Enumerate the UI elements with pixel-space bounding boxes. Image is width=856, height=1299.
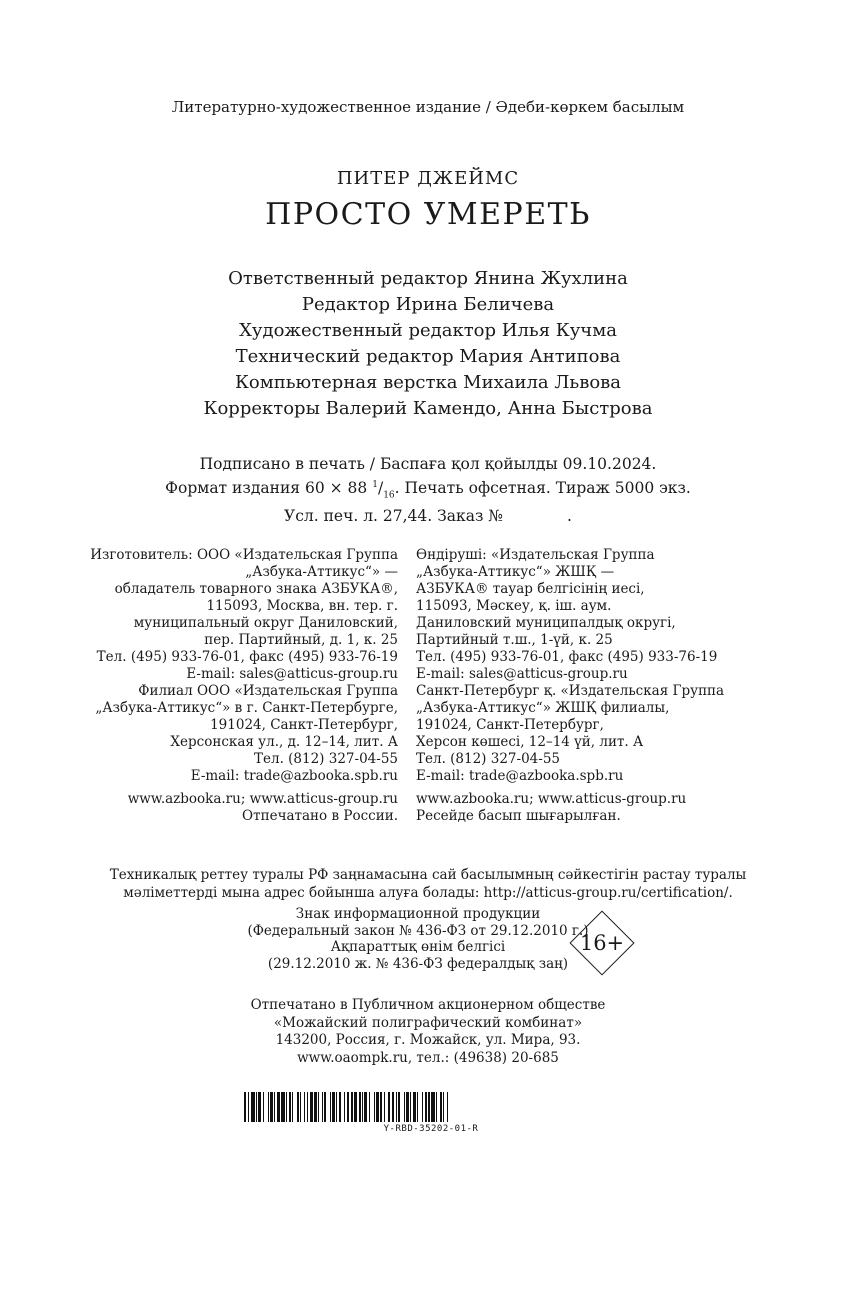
branch-kz-line: Санкт-Петербург қ. «Издательская Группа (416, 683, 725, 699)
printer-line: Отпечатано в Публичном акционерном обществе (250, 997, 606, 1013)
printed-in-ru: Отпечатано в России. (242, 808, 398, 824)
format-before: Формат издания 60 × 88 (165, 479, 373, 498)
manufacturer-kz-line: Партийный т.ш., 1-үй, к. 25 (416, 632, 613, 648)
manufacturer-kz-line: АЗБУКА® тауар белгісінің иесі, (416, 581, 645, 597)
credit-line: Художественный редактор Илья Кучма (239, 320, 617, 341)
publisher-column-kz (416, 547, 724, 825)
author-name: ПИТЕР ДЖЕЙМС (336, 168, 520, 189)
credit-line: Ответственный редактор Янина Жухлина (228, 268, 628, 289)
printer-line: www.oaompk.ru, тел.: (49638) 20-685 (297, 1049, 559, 1066)
manufacturer-kz-line: „Азбука-Аттикус“» ЖШҚ — (416, 564, 615, 580)
branch-ru-line: Херсонская ул., д. 12–14, лит. А (170, 734, 398, 750)
barcode-icon (244, 1092, 572, 1122)
age-rating-text: 16+ (579, 931, 625, 955)
credit-line: Редактор Ирина Беличева (301, 294, 555, 315)
certification-line: Техникалық реттеу туралы РФ заңнамасына сай басылымның сәйкестігін растау туралы (109, 867, 747, 883)
info-sign-line: (29.12.2010 ж. № 436-ФЗ федералдық заң) (267, 955, 569, 972)
branch-kz-line: E-mail: trade@azbooka.spb.ru (416, 768, 624, 784)
print-info-block (0, 454, 856, 527)
credits-block (0, 266, 856, 422)
info-sign-line: Ақпараттық өнім белгісі (330, 939, 506, 955)
publisher-column-ru (90, 547, 398, 825)
genre-line: Литературно-художественное издание / Әдеби-көркем басылым (171, 98, 685, 116)
sheets-order: Усл. печ. л. 27,44. Заказ № . (284, 507, 572, 526)
signed-date: Подписано в печать / Баспаға қол қойылды 09.10.2024. (199, 455, 657, 473)
branch-ru-line: E-mail: trade@azbooka.spb.ru (190, 768, 398, 784)
manufacturer-ru-line: Изготовитель: ООО «Издательская Группа (90, 547, 398, 563)
barcode-bar (448, 1092, 452, 1122)
certification-line: мәліметтерді мына адрес бойынша алуға болады: http://atticus-group.ru/certification/. (123, 885, 733, 901)
manufacturer-kz-line: Өндіруші: «Издательская Группа (416, 547, 655, 563)
manufacturer-ru-line: Тел. (495) 933-76-01, факс (495) 933-76-19 (96, 649, 398, 665)
branch-ru-line: „Азбука-Аттикус“» в г. Санкт-Петербурге, (95, 700, 398, 716)
websites-kz: www.azbooka.ru; www.atticus-group.ru (416, 791, 687, 807)
branch-kz-line: Херсон көшесі, 12–14 үй, лит. А (416, 734, 644, 750)
info-sign-line: Знак информационной продукции (295, 906, 541, 922)
credit-line: Технический редактор Мария Антипова (235, 346, 621, 367)
info-sign-line: (Федеральный закон № 436-ФЗ от 29.12.2010 г.) (247, 922, 589, 939)
printer-info (0, 997, 856, 1067)
certification-note (0, 866, 856, 902)
manufacturer-ru-line: пер. Партийный, д. 1, к. 25 (204, 632, 398, 648)
branch-kz-line: Тел. (812) 327-04-55 (416, 751, 560, 767)
credit-line: Корректоры Валерий Камендо, Анна Быстрова (203, 398, 653, 419)
manufacturer-ru-line: 115093, Москва, вн. тер. г. (206, 598, 398, 614)
manufacturer-kz-line: Даниловский муниципалдық округі, (416, 615, 676, 631)
branch-kz-line: 191024, Санкт-Петербург, (416, 717, 604, 733)
printer-line: «Можайский полиграфический комбинат» (273, 1014, 583, 1031)
printed-in-kz: Ресейде басып шығарылған. (416, 808, 621, 824)
age-rating-badge (569, 910, 635, 976)
info-product-sign (218, 906, 618, 972)
manufacturer-kz-line: E-mail: sales@atticus-group.ru (416, 666, 628, 682)
manufacturer-kz-line: Тел. (495) 933-76-01, факс (495) 933-76-19 (416, 649, 718, 665)
format-numerator: 1 (372, 480, 378, 490)
branch-ru-line: Филиал ООО «Издательская Группа (138, 683, 398, 699)
manufacturer-ru-line: „Азбука-Аттикус“» — (245, 564, 398, 580)
branch-ru-line: Тел. (812) 327-04-55 (254, 751, 398, 767)
manufacturer-kz-line: 115093, Мәскеу, қ. іш. аум. (416, 598, 612, 614)
websites-ru: www.azbooka.ru; www.atticus-group.ru (127, 791, 398, 807)
manufacturer-ru-line: E-mail: sales@atticus-group.ru (186, 666, 398, 682)
format-denominator: 16 (383, 490, 395, 501)
manufacturer-ru-line: муниципальный округ Даниловский, (133, 615, 398, 631)
format-after: . Печать офсетная. Тираж 5000 экз. (394, 479, 691, 498)
branch-ru-line: 191024, Санкт-Петербург, (210, 717, 398, 733)
printer-line: 143200, Россия, г. Можайск, ул. Мира, 93. (275, 1032, 581, 1048)
format-line: Формат издания 60 × 88 $^1/_{16}$. Печать офсетная. Тираж 5000 экз. (165, 479, 691, 501)
branch-kz-line: „Азбука-Аттикус“» ЖШҚ филиалы, (416, 700, 670, 716)
manufacturer-ru-line: обладатель товарного знака АЗБУКА®, (114, 581, 398, 597)
credit-line: Компьютерная верстка Михаила Львова (234, 372, 622, 393)
book-title: ПРОСТО УМЕРЕТЬ (265, 197, 591, 232)
barcode-text: Y-RBD-35202-01-R (383, 1124, 479, 1134)
